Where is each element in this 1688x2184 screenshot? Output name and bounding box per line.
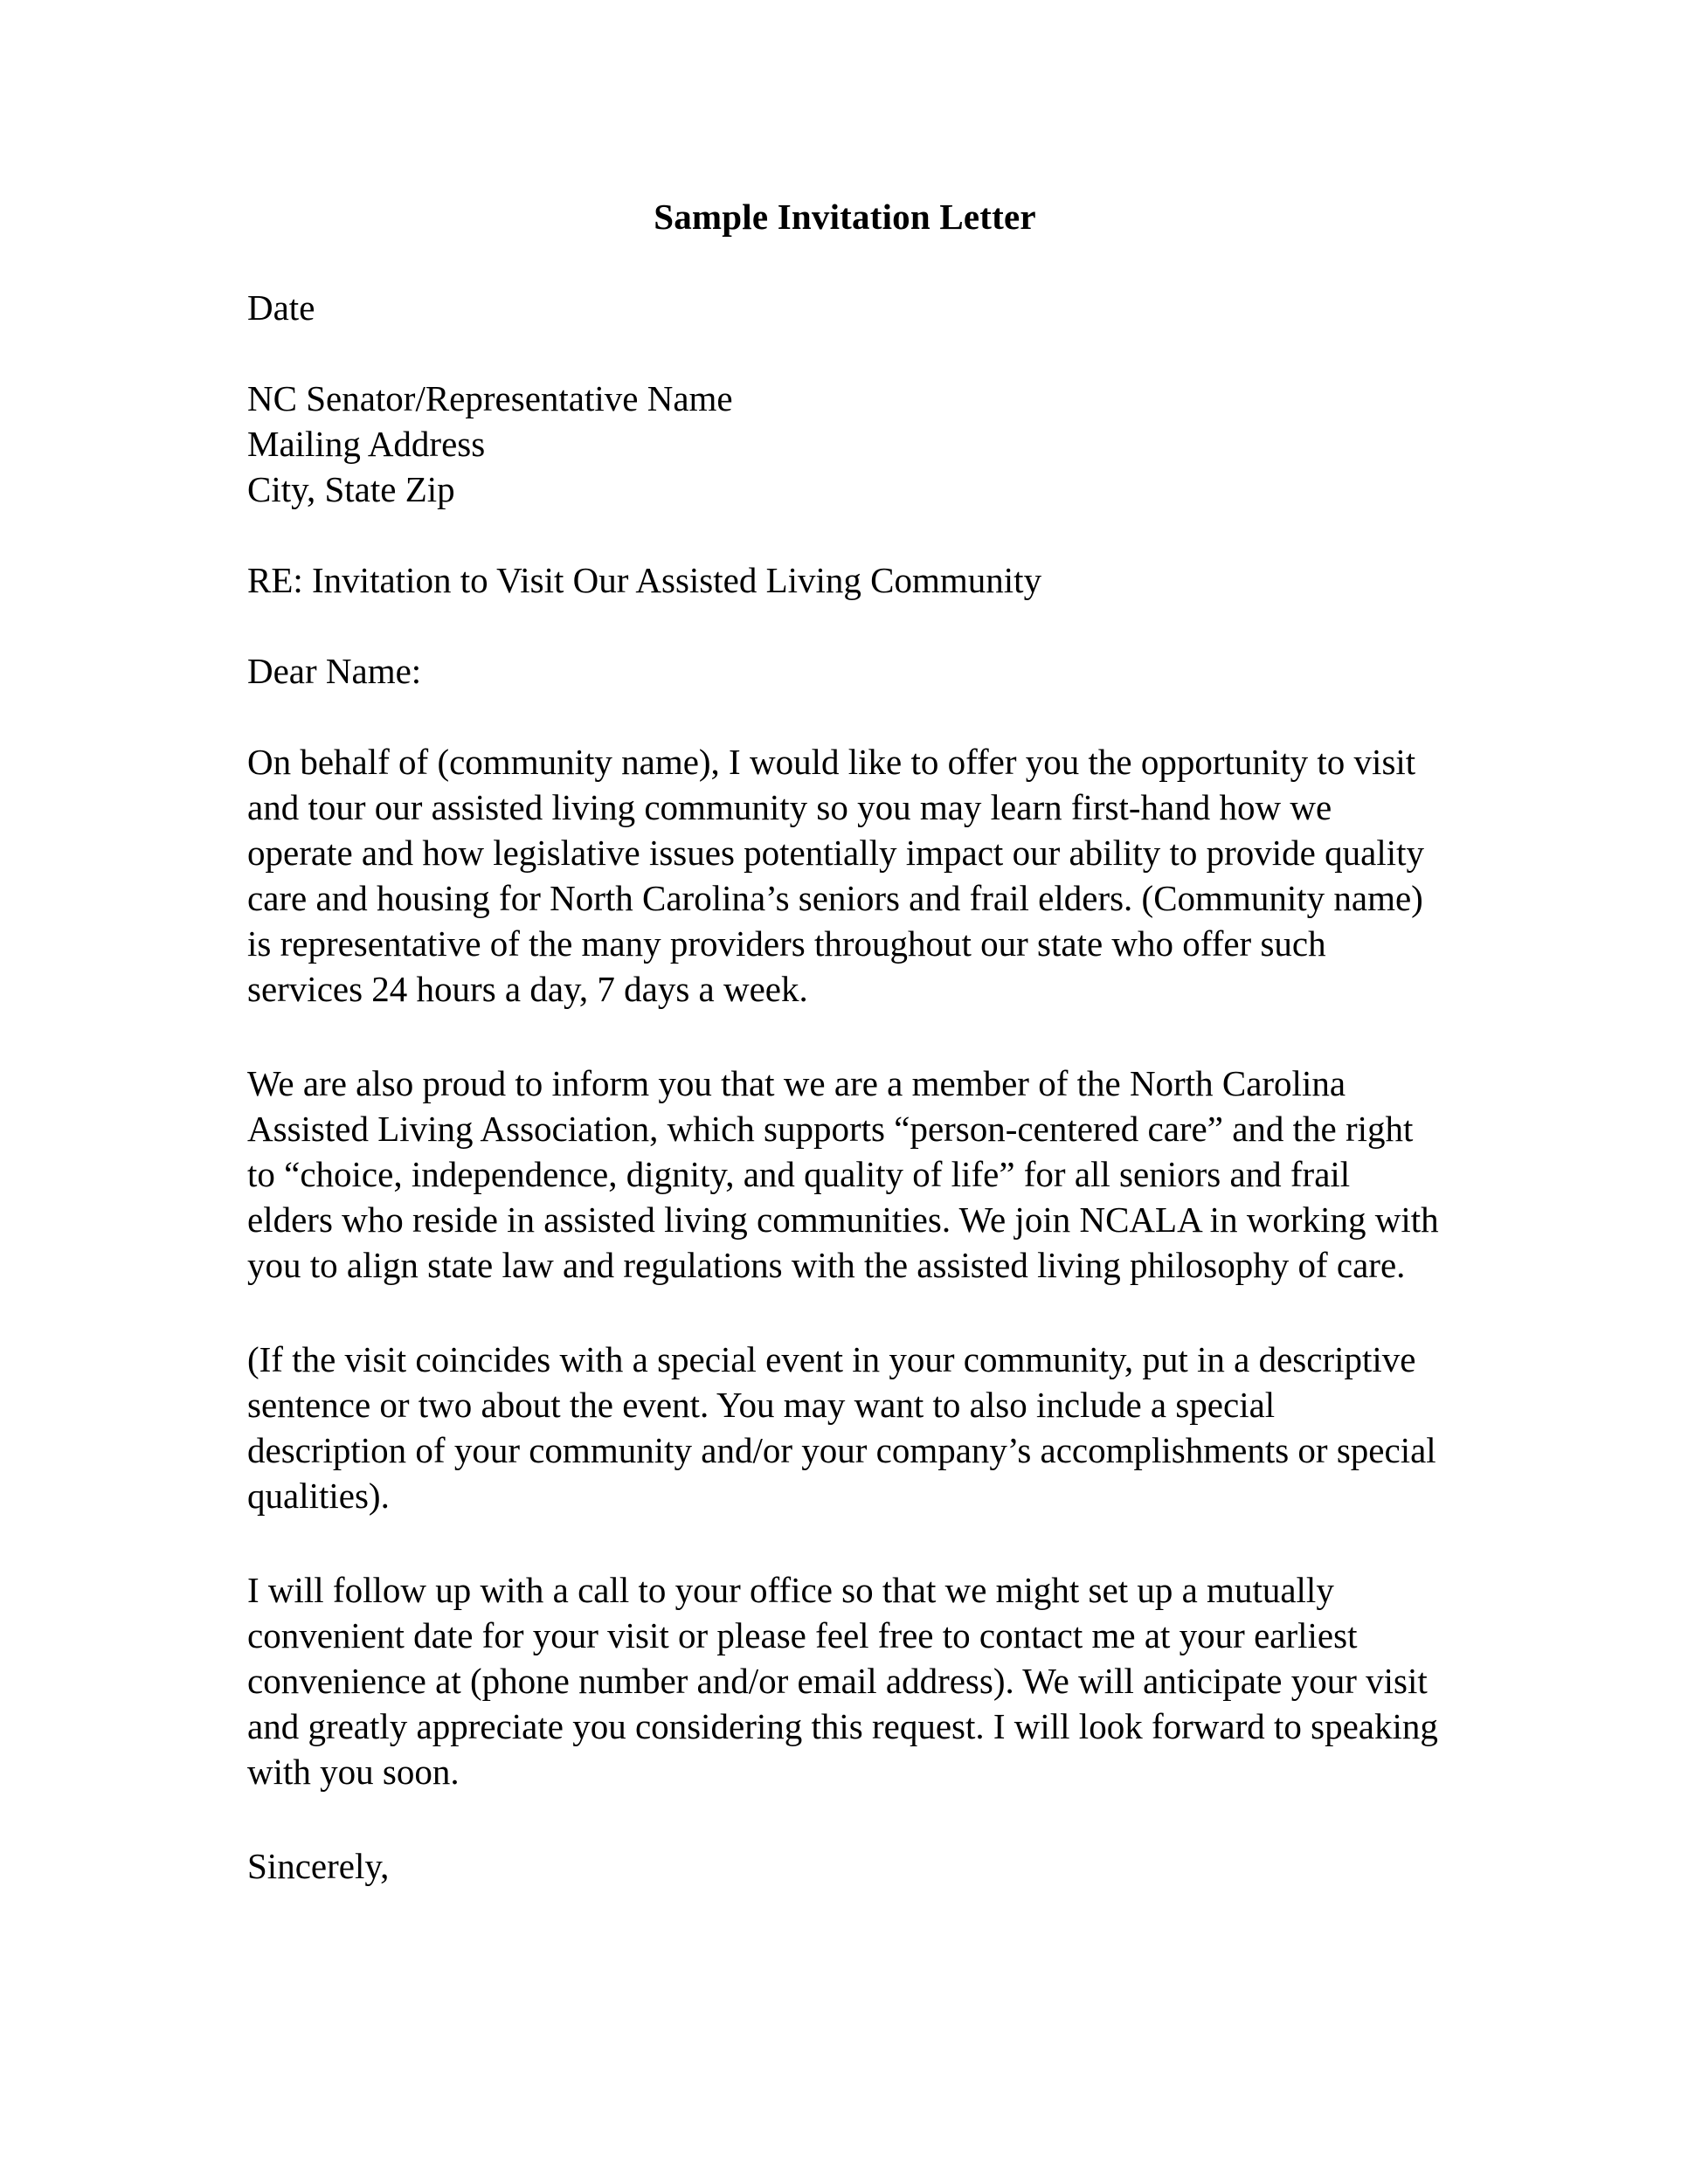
body-paragraph-2: We are also proud to inform you that we are a member of the North Carolina Assisted Living Association, which supports “person-centered care” and the right to “choice, independence, dignity, and quality of life” for all seniors and frail elders who reside in assisted living communities. We join NCALA in working with you to align state law and regulations with the assisted living philosophy of care. (247, 1063, 1439, 1285)
spacer-after-subject (247, 603, 1442, 648)
page-title: Sample Invitation Letter (654, 197, 1036, 237)
body-paragraph-4: I will follow up with a call to your office so that we might set up a mutually convenient date for your visit or please feel free to contact me at your earliest convenience at (phone number and/or email address). We will anticipate your visit and greatly appreciate you considering this request. I will look forward to speaking with you soon. (247, 1570, 1438, 1792)
spacer-para-1-2 (247, 1012, 1442, 1061)
recipient-name-line: NC Senator/Representative Name (247, 378, 733, 418)
spacer-before-closing (247, 1794, 1442, 1843)
spacer-after-address (247, 512, 1442, 557)
spacer-para-3-4 (247, 1518, 1442, 1567)
closing-salutation: Sincerely, (247, 1846, 390, 1886)
body-paragraph-3: (If the visit coincides with a special event in your community, put in a descriptive sentence or two about the event. You may want to also include a special description of your community and/or your company’s accomplishments or special qualities). (247, 1339, 1436, 1516)
spacer-after-title (247, 239, 1442, 285)
spacer-para-2-3 (247, 1288, 1442, 1337)
body-paragraph-1: On behalf of (community name), I would like to offer you the opportunity to visit and tour our assisted living community so you may learn first-hand how we operate and how legislative issues potentially impact our ability to provide quality care and housing for North Carolina’s seniors and frail elders. (Community name) is representative of the many providers throughout our state who offer such services 24 hours a day, 7 days a week. (247, 742, 1424, 1009)
spacer-after-date (247, 330, 1442, 376)
letter-body (247, 0, 1442, 1889)
spacer-after-salutation (247, 694, 1442, 739)
subject-line: RE: Invitation to Visit Our Assisted Living Community (247, 560, 1042, 600)
salutation: Dear Name: (247, 651, 422, 691)
recipient-address-line: Mailing Address (247, 424, 486, 464)
recipient-city-state-zip-line: City, State Zip (247, 469, 455, 509)
date-placeholder: Date (247, 287, 315, 328)
recipient-address-block (247, 376, 1442, 512)
